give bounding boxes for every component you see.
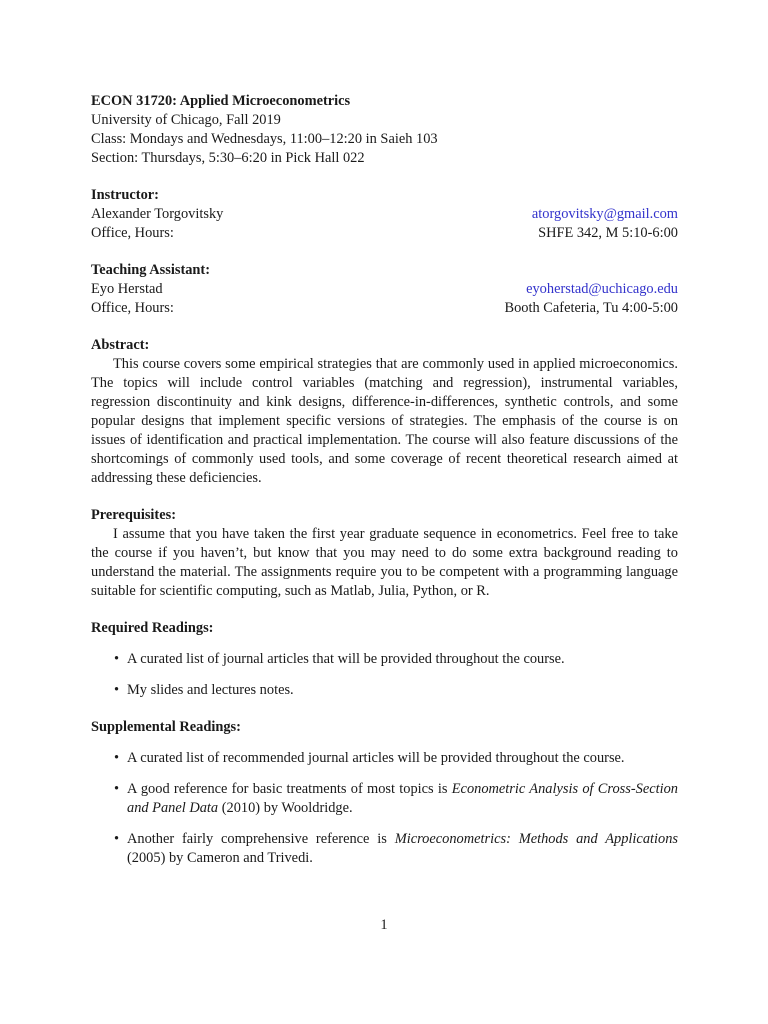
supplemental-reading-text: A curated list of recommended journal articles will be provided throughout the course. xyxy=(127,750,625,766)
ta-office-row xyxy=(91,299,678,318)
list-item xyxy=(91,780,678,818)
instructor-name: Alexander Torgovitsky xyxy=(91,206,224,222)
ta-office-label: Office, Hours: xyxy=(91,300,174,316)
supplemental-reading-text: (2010) by Wooldridge. xyxy=(218,800,353,816)
ta-name: Eyo Herstad xyxy=(91,281,163,297)
list-item xyxy=(91,830,678,868)
supplemental-readings-list xyxy=(91,749,678,868)
page-number: 1 xyxy=(380,917,388,933)
course-title: ECON 31720: Applied Microeconometrics xyxy=(91,93,351,109)
instructor-office-value: SHFE 342, M 5:10-6:00 xyxy=(538,225,678,241)
supplemental-reading-text: (2005) by Cameron and Trivedi. xyxy=(127,850,313,866)
supplemental-readings-heading: Supplemental Readings: xyxy=(91,719,241,735)
ta-name-row xyxy=(91,280,678,299)
book-title-wooldridge: Econometric Analysis of Cross-Section and Panel Data xyxy=(127,781,678,816)
required-reading-text: A curated list of journal articles that will be provided throughout the course. xyxy=(127,651,565,667)
ta-email-link[interactable]: eyoherstad@uchicago.edu xyxy=(526,281,678,297)
supplemental-reading-text: A good reference for basic treatments of most topics is xyxy=(127,781,452,797)
bullet-icon: • xyxy=(114,781,120,797)
syllabus-page xyxy=(91,92,678,868)
required-readings-list xyxy=(91,650,678,700)
required-readings-heading: Required Readings: xyxy=(91,620,214,636)
required-reading-text: My slides and lectures notes. xyxy=(127,682,294,698)
bullet-icon: • xyxy=(114,831,120,847)
book-title-cameron-trivedi: Microeconometrics: Methods and Applications xyxy=(394,831,679,847)
prerequisites-text: I assume that you have taken the first year graduate sequence in econometrics. Feel free to take the course if you haven’t, but know that you may need to do some extra background reading to understand the material. The assignments require you to be competent with a programming language suitable for scientific computing, such as Matlab, Julia, Python, or R. xyxy=(91,526,678,599)
abstract-text: This course covers some empirical strategies that are commonly used in applied microeconomics. The topics will include control variables (matching and regression), instrumental variables, regression discontinuity and kink designs, difference-in-differences, synthetic controls, and some popular designs that implement specific versions of strategies. The emphasis of the course is on issues of identification and practical implementation. The course will also feature discussions of the shortcomings of commonly used tools, and some coverage of recent theoretical research aimed at addressing these deficiencies. xyxy=(91,356,678,486)
section-schedule: Section: Thursdays, 5:30–6:20 in Pick Hall 022 xyxy=(91,150,365,166)
instructor-name-row xyxy=(91,205,678,224)
bullet-icon: • xyxy=(114,651,120,667)
instructor-email-link[interactable]: atorgovitsky@gmail.com xyxy=(531,206,678,222)
prerequisites-heading: Prerequisites: xyxy=(91,507,176,523)
ta-office-value: Booth Cafeteria, Tu 4:00-5:00 xyxy=(504,300,678,316)
abstract-heading: Abstract: xyxy=(91,337,150,353)
instructor-office-row xyxy=(91,224,678,243)
supplemental-reading-text: Another fairly comprehensive reference is xyxy=(127,831,395,847)
instructor-heading: Instructor: xyxy=(91,187,159,203)
list-item xyxy=(91,681,678,700)
class-schedule: Class: Mondays and Wednesdays, 11:00–12:20 in Saieh 103 xyxy=(91,131,438,147)
list-item xyxy=(91,749,678,768)
ta-heading: Teaching Assistant: xyxy=(91,262,211,278)
list-item xyxy=(91,650,678,669)
instructor-office-label: Office, Hours: xyxy=(91,225,174,241)
university-term: University of Chicago, Fall 2019 xyxy=(91,112,281,128)
bullet-icon: • xyxy=(114,750,120,766)
bullet-icon: • xyxy=(114,682,120,698)
